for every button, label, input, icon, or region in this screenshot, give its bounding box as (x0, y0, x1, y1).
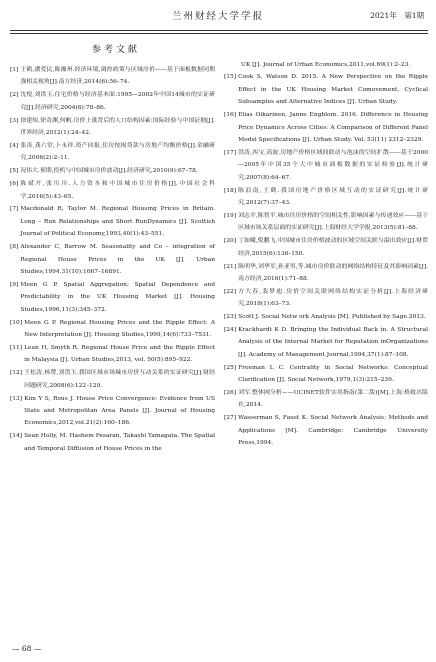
reference-item (10, 89, 215, 114)
reference-text: Sean Holly, M. Hashem Pesaran, Takashi Yamagata. The Spatial and Temporal Diffusion of House Prices in the (24, 433, 215, 452)
header-rule (10, 30, 428, 31)
reference-number: [24] (224, 327, 237, 334)
reference-text: Kim Y S, Rous J. House Price Convergence: Evidence from US State and Metropolitan Area Panels [J]. Journal of Housing Economics,2012,vol.21(2):160–186. (24, 395, 215, 427)
reference-text: 刘军.整体网分析——UCINET软件实用指南(第二版)[M].上海:格致出版社,2014. (238, 390, 428, 409)
reference-text: 丁如曦,倪鹏飞.中国城市住房价格波动的区域空间关联与溢出效应[J].财贸经济,2015(6):136–150. (238, 238, 428, 257)
reference-text: 陈浪南,王鹤.我国房地产价格区域互动的实证研究[J].统计研究,2012(7):37–43. (238, 187, 428, 206)
references-heading: 参考文献 (91, 45, 140, 55)
reference-text: 王鹤,潘爱民,陈湘州.经济环境,调控政策与区域房价——基于面板数据同期强相关视角[J].南方经济,2014(6):56–74. (20, 67, 215, 86)
reference-number: [2] (10, 92, 19, 99)
reference-item (10, 430, 215, 455)
reference-item (224, 147, 428, 184)
reference-number: [17] (224, 149, 237, 156)
reference-item (224, 412, 428, 449)
reference-number: [21] (224, 263, 237, 270)
reference-text: Macdonald R, Taylor M. Regional Housing Prices in Britain. Long – Run Relationships and Short RunDynamics [J]. Scottish Journal of Political Economy,1993,40(1):43–551. (20, 206, 215, 238)
reference-number: [16] (224, 112, 237, 119)
reference-item (10, 279, 215, 316)
reference-item (10, 241, 215, 278)
reference-number: [6] (10, 181, 19, 188)
page-header (0, 0, 436, 38)
reference-item (10, 367, 215, 392)
reference-text: Krackhardt K D. Bringing the Individual Back in. A Structural Analysis of the Internal Market for Reputation inOrganizations [J]. Academy of Management Journal,1994,37(1):87–108. (238, 327, 428, 358)
reference-text: 王松涛,杨赞,刘洪玉.我国区域市场城市房价互动关系的实证研究[J].财经问题研究,2008(6):122–129. (24, 370, 215, 389)
reference-item (224, 261, 428, 286)
reference-item (224, 235, 428, 260)
reference-number: [25] (224, 364, 237, 371)
reference-number: [5] (10, 168, 19, 175)
reference-text: 刘志平,陈智平.城市住房价格的空间相关性,影响因素与传递效应——基于区域市场关系层面的实证研究[J].上海财经大学学报,2013(5):81–88. (238, 212, 428, 232)
reference-number: [14] (10, 433, 23, 440)
reference-text: 况伟大.预期,投机与中国城市房价波动[J].经济研究,2010(9):67–78. (20, 168, 198, 175)
reference-number: [4] (10, 142, 19, 149)
reference-item (10, 342, 215, 367)
reference-number: [1] (10, 67, 19, 73)
reference-text: Cook S, Watson D. 2015. A New Perspective on the Ripple Effect in the UK Housing Market Comovement, Cyclical Subsamples and Alternative Indices [J]. Urban Study. (238, 74, 428, 106)
reference-number: [23] (224, 314, 237, 321)
reference-item (224, 362, 428, 387)
journal-title: 兰州财经大学学报 (171, 11, 264, 22)
reference-number: [9] (10, 281, 19, 288)
reference-text: 陈斌开,张川川.人力资本和中国城市住房价格[J].中国社会科学,2016(5):43–65. (20, 181, 215, 200)
reference-number: [27] (224, 415, 237, 422)
reference-item (224, 286, 428, 311)
reference-number: [7] (10, 206, 19, 213)
reference-text: 沈悦,刘洪玉.住宅价格与经济基本面:1995—2002年中国14城市的实证研究[J].经济研究,2004(6):78–86. (20, 92, 215, 111)
reference-item (10, 178, 215, 203)
reference-number: [13] (10, 395, 23, 402)
reference-number: [3] (10, 117, 19, 124)
issue-label: 2021年 第1期 (370, 11, 424, 20)
reference-item (10, 317, 215, 342)
reference-text: 张涛,龚六堂,卜永祥.资产回报,住房按揭贷款与房地产均衡价格[J].金融研究,2006(2):2–11. (20, 142, 215, 162)
reference-item (224, 387, 428, 412)
reference-number: [8] (10, 244, 19, 251)
reference-item (224, 71, 428, 108)
reference-number: [20] (224, 238, 237, 245)
page-number: — 68 — (12, 644, 42, 653)
reference-item (224, 324, 428, 361)
reference-text: 陈明华,刘华军,孙亚男,等.城市房价联动的网络结构特征及其影响因素[J].南方经济,2016(1):71–88. (238, 263, 428, 282)
reference-item (10, 165, 215, 177)
reference-text: 徐建炜,徐奇渊,何帆.房价上涨背后的人口结构因素:国际经验与中国证据[J].世界经济,2012(1):24–42. (20, 117, 215, 137)
reference-number: [15] (224, 74, 237, 81)
reference-item (10, 140, 215, 165)
reference-item (10, 64, 215, 89)
reference-number: [18] (224, 187, 237, 194)
reference-item (224, 311, 428, 323)
reference-item (10, 393, 215, 430)
reference-item (10, 115, 215, 140)
reference-number: [22] (224, 288, 237, 295)
reference-number: [11] (10, 344, 23, 351)
reference-text: Scott J. Social Netw ork Analysis [M]. Published by Sage.2013. (238, 314, 426, 321)
reference-text: 方大春,裴梦迪.房价空间关联网络结构实证分析[J].上海经济研究,2018(1):63–73. (238, 288, 428, 308)
reference-text: Elias Oikarinen, Janne Engblom. 2016. Difference in Housing Price Dynamics Across Cities: A Comparison of Different Panel Model Specifications [J]. Urban Study. Vol. 53(11) 2312–2329. (238, 112, 428, 143)
references-right-column (224, 59, 428, 450)
reference-item (224, 185, 428, 210)
reference-text: Meen G P. Spatial Aggregation; Spatial Dependence and Predictability in the UK Housing Market [J]. Housing Studies,1996,11(3):345–372. (20, 281, 215, 313)
reference-text: Alexander C, Barrow M. Seasonality and Co – integration of Regional House Prices in the UK [J]. Urban Studies,1994,31(10):1667–16891. (20, 244, 215, 275)
reference-text: Wasserman S, Faust K. Social Network Analysis: Methods and Applications [M]. Cambridge: Cambridge University Press,1994. (238, 415, 428, 447)
reference-continuation: UK [J]. Journal of Urban Economics,2011,vol.69(1):2–23. (241, 62, 411, 68)
header-rule-thin (10, 33, 428, 34)
reference-text: Lean H, Smyth R. Regional House Price and the Ripple Effect in Malaysia [J]. Urban Studies,2013, vol. 50(5):895–922. (24, 344, 215, 364)
reference-item (10, 203, 215, 240)
reference-item (224, 109, 428, 146)
reference-number: [19] (224, 212, 237, 219)
reference-text: 洪涛,西宝,高波.房地产价格区域间联动与泡沫的空间扩散——基于2000—2005年中国35个大中城市面板数据的实证检验[J].统计研究,2007(8):64–67. (238, 149, 428, 181)
reference-number: [26] (224, 390, 237, 397)
reference-text: Freeman L C. Centrality in Social Networks: Conceptual Clarification [J]. Social Network,1979,1(3):215–239. (238, 364, 428, 384)
reference-number: [12] (10, 370, 23, 377)
reference-text: Meen G P. Regional Housing Prices and the Ripple Effect: A New Interpretation [J]. Housing Studies,1999,14(6):733–7531. (24, 319, 215, 339)
references-left-column (10, 64, 215, 456)
reference-item (224, 210, 428, 235)
reference-number: [10] (10, 319, 23, 326)
